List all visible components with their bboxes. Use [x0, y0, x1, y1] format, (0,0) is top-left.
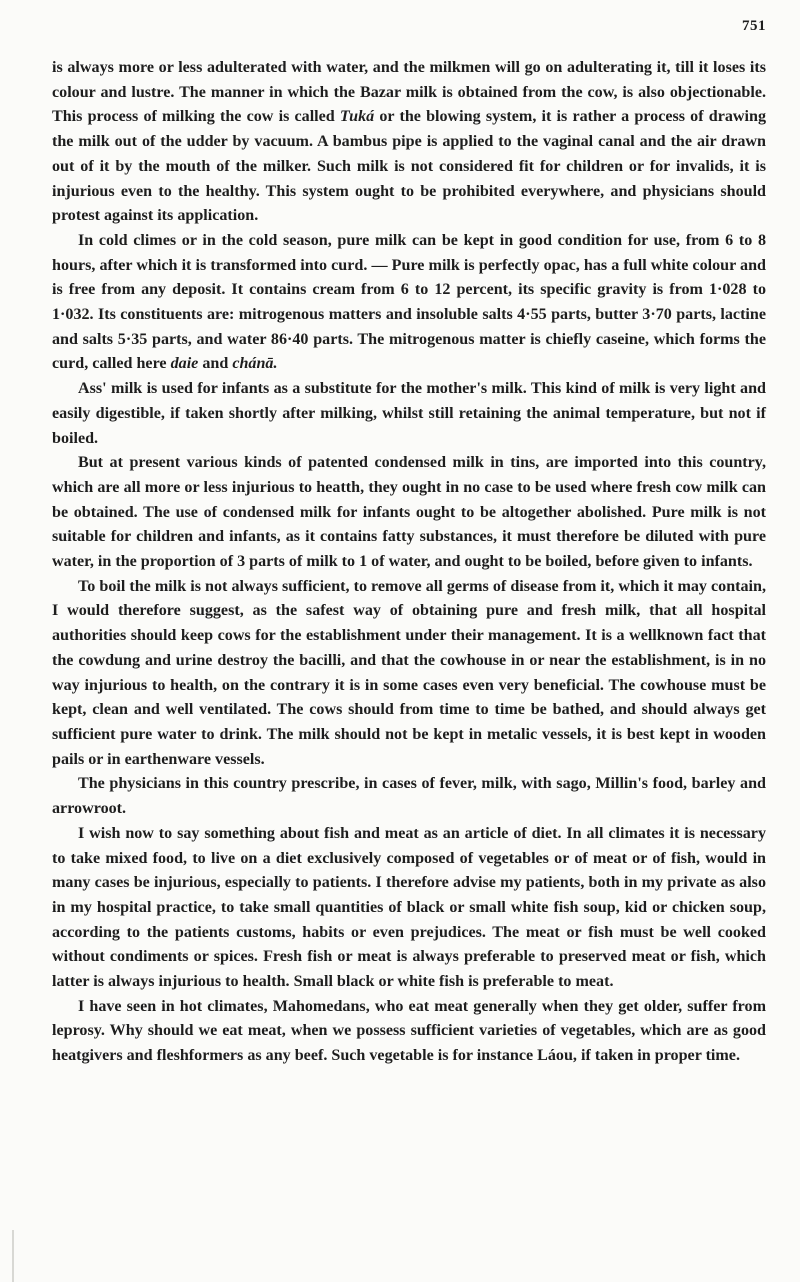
body-text [52, 56, 766, 1069]
page-number: 751 [742, 18, 766, 34]
paragraph-ass-milk: Ass' milk is used for infants as a substitute for the mother's milk. This kind of milk is very light and easily digestible, if taken shortly after milking, whilst still retaining the animal temperature, but not if boiled. [52, 380, 766, 447]
page-edge-shadow [12, 1230, 14, 1282]
paragraph-fever-diet: The physicians in this country prescribe, in cases of fever, milk, with sago, Millin's food, barley and arrowroot. [52, 775, 766, 818]
paragraph-condensed-milk: But at present various kinds of patented condensed milk in tins, are imported into this country, which are all more or less injurious to heatth, they ought in no case to be used where fresh cow milk can be obtained. The use of condensed milk for infants ought to be altogether abolished. Pure milk is not suitable for children and infants, as it contains fatty substances, it must therefore be diluted with pure water, in the proportion of 3 parts of milk to 1 of water, and ought to be boiled, before given to infants. [52, 454, 766, 571]
paragraph-boiling-milk: To boil the milk is not always sufficient, to remove all germs of disease from it, which it may contain, I would therefore suggest, as the safest way of obtaining pure and fresh milk, that all hospital authorities should keep cows for the establishment under their management. It is a wellknown fact that the cowdung and urine destroy the bacilli, and that the cowhouse in or near the establishment, is in no way injurious to health, on the contrary it is in some cases even very beneficial. The cowhouse must be kept, clean and well ventilated. The cows should from time to time be bathed, and should always get sufficient pure water to drink. The milk should not be kept in metalic vessels, it is best kept in wooden pails or in earthenware vessels. [52, 577, 766, 768]
paragraph-fish-meat: I wish now to say something about fish and meat as an article of diet. In all climates it is necessary to take mixed food, to live on a diet exclusively composed of vegetables or of meat or of fish, would in many cases be injurious, especially to patients. I therefore advise my patients, both in my private as also in my hospital practice, to take small quantities of black or small white fish soup, kid or chicken soup, according to the patients customs, habits or even prejudices. The meat or fish must be well cooked without condiments or spices. Fresh fish or meat is always preferable to preserved meat or fish, which latter is always injurious to health. Small black or white fish is preferable to meat. [52, 824, 766, 991]
term-chana: chánā. [232, 355, 278, 373]
term-tuka: Tuká [339, 108, 375, 126]
paragraph-pure-milk: In cold climes or in the cold season, pure milk can be kept in good condition for use, from 6 to 8 hours, after which it is transformed into curd. — Pure milk is perfectly opac, has a full white colour and is free from any deposit. It contains cream from 6 to 12 percent, its specific gravity is from 1·028 to 1·032. Its constituents are: mitrogenous matters and insoluble salts 4·55 parts, butter 3·70 parts, lactine and salts 5·35 parts, and water 86·40 parts. The mitrogenous matter is chiefly caseine, which forms the curd, called here daie and chánā. [52, 231, 766, 373]
paragraph-adulteration: is always more or less adulterated with water, and the milkmen will go on adulterating it, till it loses its colour and lustre. The manner in which the Bazar milk is obtained from the cow, is also objectionable. This process of milking the cow is called Tuká or the blowing system, it is rather a process of drawing the milk out of the udder by vacuum. A bambus pipe is applied to the vaginal canal and the air drawn out of it by the mouth of the milker. Such milk is not considered fit for children or for invalids, it is injurious even to the healthy. This system ought to be prohibited everywhere, and physicians should protest against its application. [52, 59, 766, 225]
paragraph-leprosy: I have seen in hot climates, Mahomedans, who eat meat generally when they get older, suffer from leprosy. Why should we eat meat, when we possess sufficient varieties of vegetables, which are as good heatgivers and fleshformers as any beef. Such vegetable is for instance Láou, if taken in proper time. [52, 997, 766, 1065]
term-daie: daie [170, 355, 199, 373]
